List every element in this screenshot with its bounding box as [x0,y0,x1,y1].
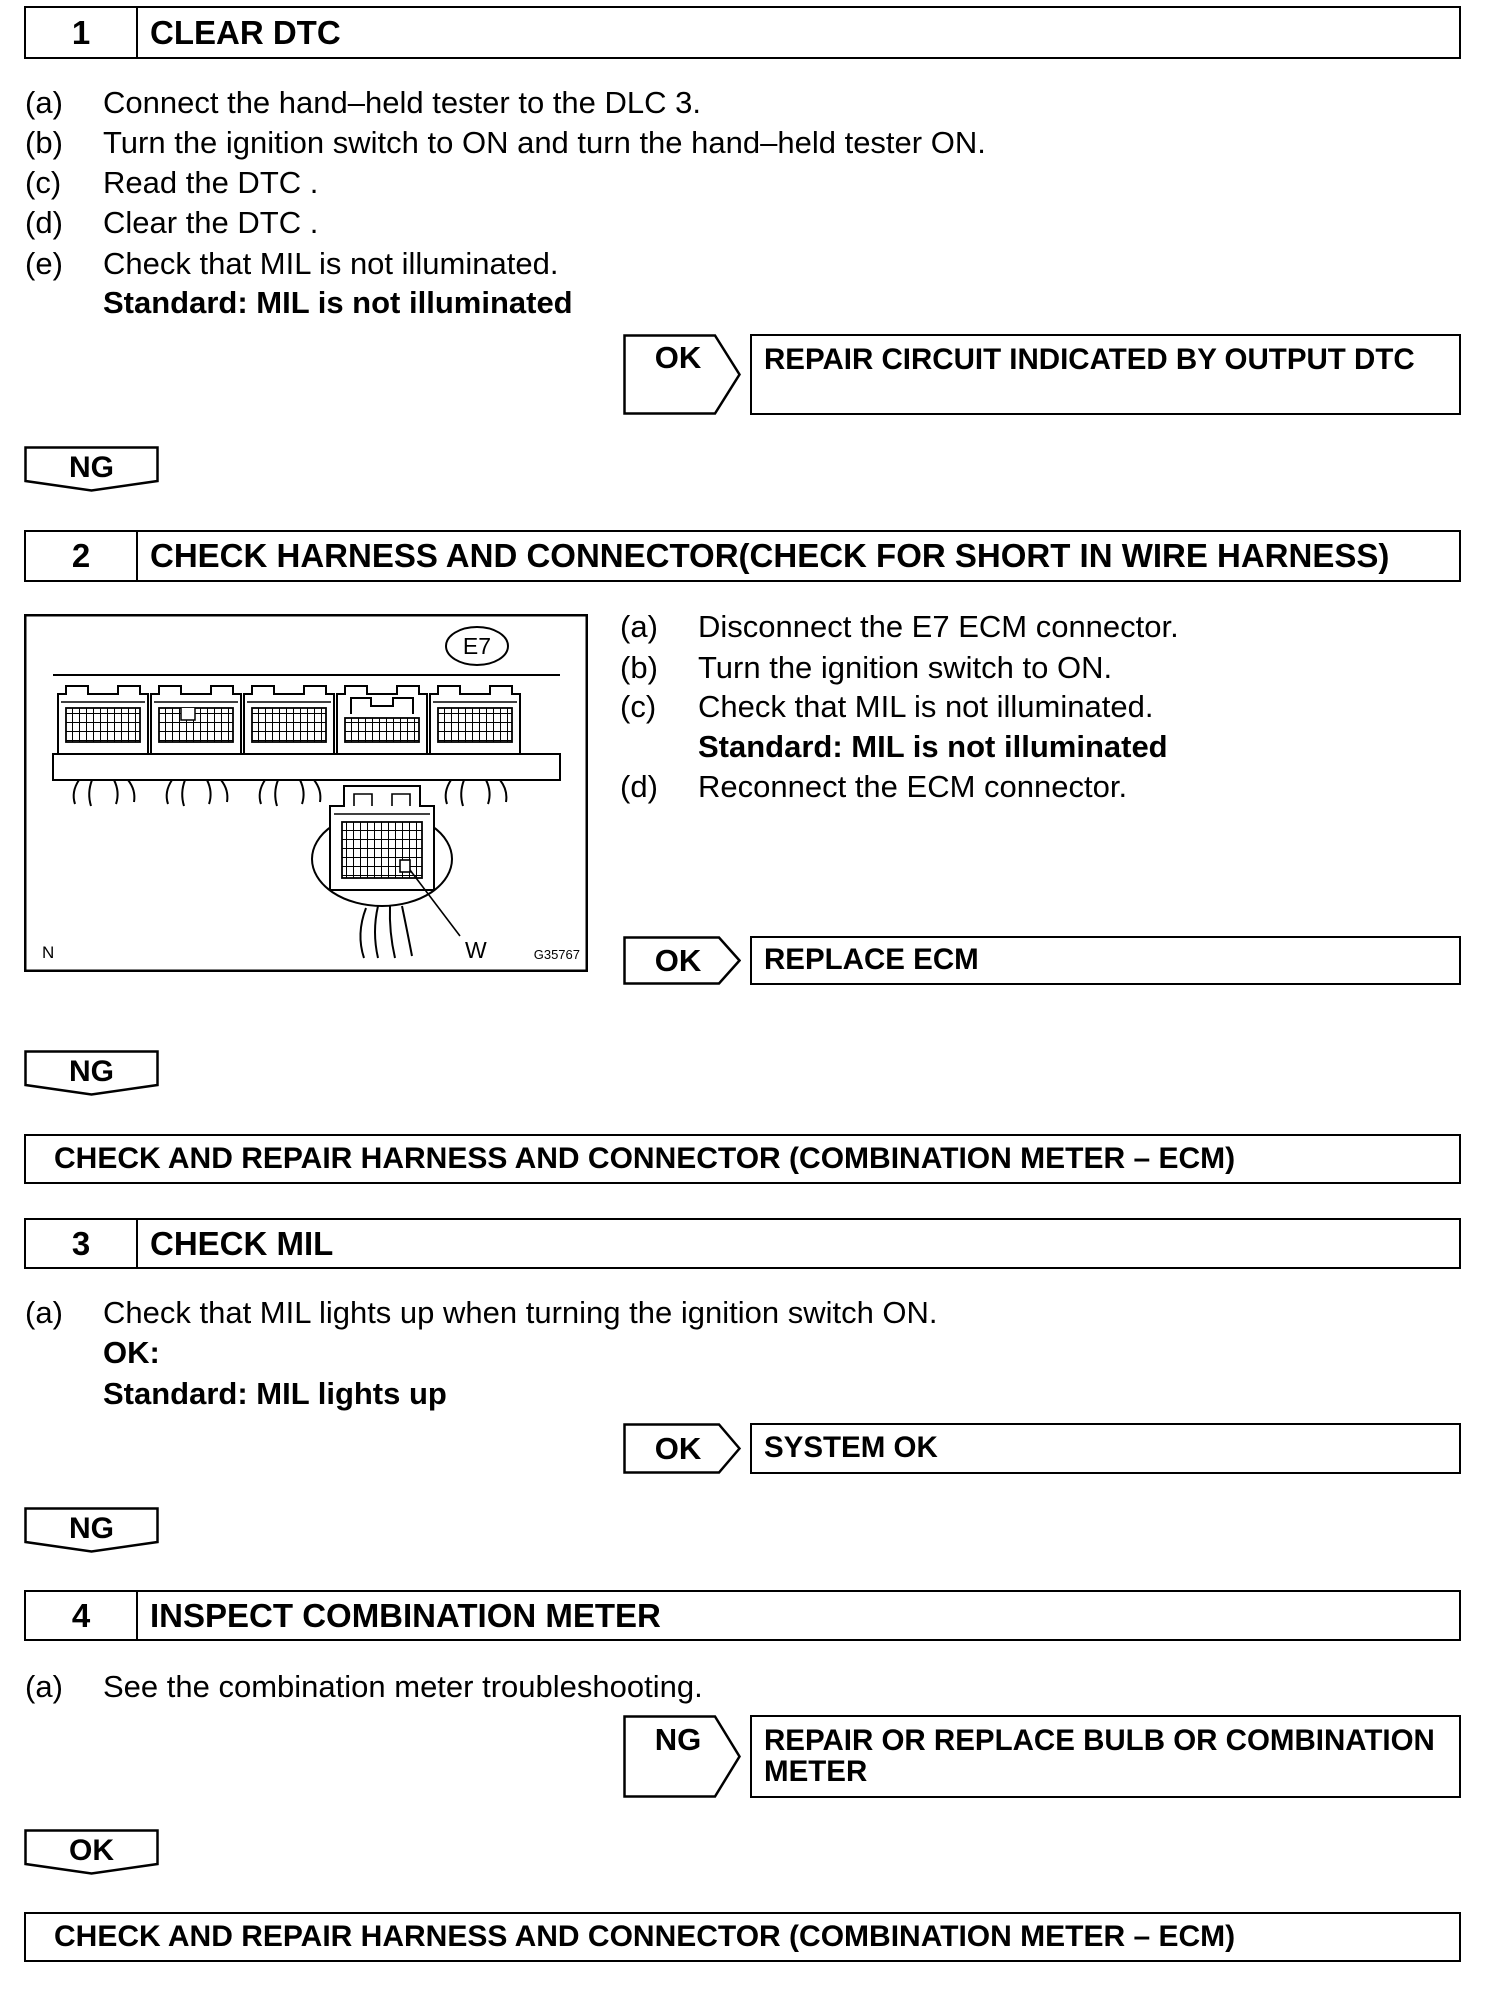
step-title: CLEAR DTC [150,13,341,51]
ecm-connector-1 [58,686,148,754]
condition-label: NG [654,1722,702,1757]
step-3-decision [623,1423,1461,1474]
wire-label: W [465,937,487,963]
result-box [750,936,1461,985]
item-label: (c) [25,165,62,200]
item-text: Clear the DTC . [103,205,319,240]
view-label: N [42,943,55,962]
item-label: (e) [25,246,63,281]
instruction-item [620,767,1460,807]
item-label: (a) [25,1669,63,1704]
step-4-header [24,1590,1461,1641]
instruction-item [620,607,1460,647]
followup-text: CHECK AND REPAIR HARNESS AND CONNECTOR (COMBINATION METER – ECM) [54,1142,1236,1175]
item-label: (a) [620,609,658,644]
result-action: REPLACE ECM [764,943,979,976]
ecm-base-plate [53,754,560,780]
result-action: REPAIR OR REPLACE BULB OR COMBINATION METER [764,1724,1435,1788]
step-title: CHECK HARNESS AND CONNECTOR(CHECK FOR SHORT IN WIRE HARNESS) [150,537,1390,574]
step-number: 4 [26,1592,138,1639]
step-number: 2 [26,532,138,580]
item-text: Turn the ignition switch to ON. [698,650,1113,685]
step-title: INSPECT COMBINATION METER [150,1596,661,1634]
branch-label: OK [69,1834,114,1867]
connector-label: E7 [462,633,492,659]
instruction-item [620,648,1460,688]
step-4-decision [623,1715,1461,1798]
followup-action-box [24,1912,1461,1962]
figure-frame [25,615,587,971]
ecm-connector-diagram [24,614,588,972]
ecm-connector-5 [430,686,520,754]
branch-label: NG [69,1512,114,1545]
instruction-item [620,687,1460,727]
ok-branch-tab [24,1829,159,1875]
followup-action-box [24,1134,1461,1184]
instruction-item [25,244,1125,284]
step-2-decision [623,936,1461,985]
step-number: 1 [26,8,138,57]
ok-label: OK: [103,1335,160,1370]
ng-arrow-box [623,1715,741,1798]
item-text: Turn the ignition switch to ON and turn the hand–held tester ON. [103,125,986,160]
ecm-connector-3 [244,686,334,754]
result-box [750,1423,1461,1474]
w-terminal [400,860,410,872]
item-label: (c) [620,689,657,724]
branch-label: NG [69,1055,114,1088]
step-1-header [24,6,1461,59]
branch-label: NG [69,451,114,484]
item-text: Check that MIL is not illuminated. [103,246,559,281]
item-label: (d) [25,205,63,240]
item-text: Connect the hand–held tester to the DLC 3. [103,85,702,120]
step-2-header [24,530,1461,582]
condition-label: OK [654,1430,702,1466]
instruction-item [25,163,1125,203]
instruction-item [25,203,1125,243]
result-action: SYSTEM OK [764,1431,938,1464]
condition-label: OK [654,942,702,978]
standard-text: Standard: MIL is not illuminated [103,285,573,320]
instruction-item [25,123,1125,163]
item-text: Reconnect the ECM connector. [698,769,1128,804]
condition-label: OK [654,340,702,375]
ecm-connector-2 [151,686,241,754]
standard-line [25,283,1125,323]
result-action: REPAIR CIRCUIT INDICATED BY OUTPUT DTC [764,343,1415,376]
standard-line [620,727,1460,767]
step-title: CHECK MIL [150,1224,334,1262]
item-text: Check that MIL is not illuminated. [698,689,1154,724]
item-label: (a) [25,1295,63,1330]
ng-branch-tab [24,1050,159,1096]
step-1-decision [623,334,1461,415]
item-text: Disconnect the E7 ECM connector. [698,609,1179,644]
ok-arrow-box [623,334,741,415]
item-text: Check that MIL lights up when turning the ignition switch ON. [103,1295,938,1330]
standard-line [25,1374,1125,1414]
figure-id: G35767 [533,947,580,962]
ecm-connector-e7-socket [337,686,427,754]
ok-arrow-box [623,936,741,985]
item-text: See the combination meter troubleshooting. [103,1669,703,1704]
instruction-item [25,1293,1125,1333]
result-box [750,1715,1461,1798]
standard-text: Standard: MIL lights up [103,1376,447,1411]
item-label: (d) [620,769,658,804]
item-label: (b) [25,125,63,160]
item-label: (a) [25,85,63,120]
ok-arrow-box [623,1423,741,1474]
ng-branch-tab [24,1507,159,1553]
step-number: 3 [26,1220,138,1267]
result-box [750,334,1461,415]
ok-line [25,1333,1125,1373]
standard-text: Standard: MIL is not illuminated [698,729,1168,764]
item-text: Read the DTC . [103,165,319,200]
item-label: (b) [620,650,658,685]
instruction-item [25,83,1125,123]
step-3-header [24,1218,1461,1269]
followup-text: CHECK AND REPAIR HARNESS AND CONNECTOR (COMBINATION METER – ECM) [54,1920,1236,1953]
instruction-item [25,1667,1125,1707]
ng-branch-tab [24,446,159,492]
